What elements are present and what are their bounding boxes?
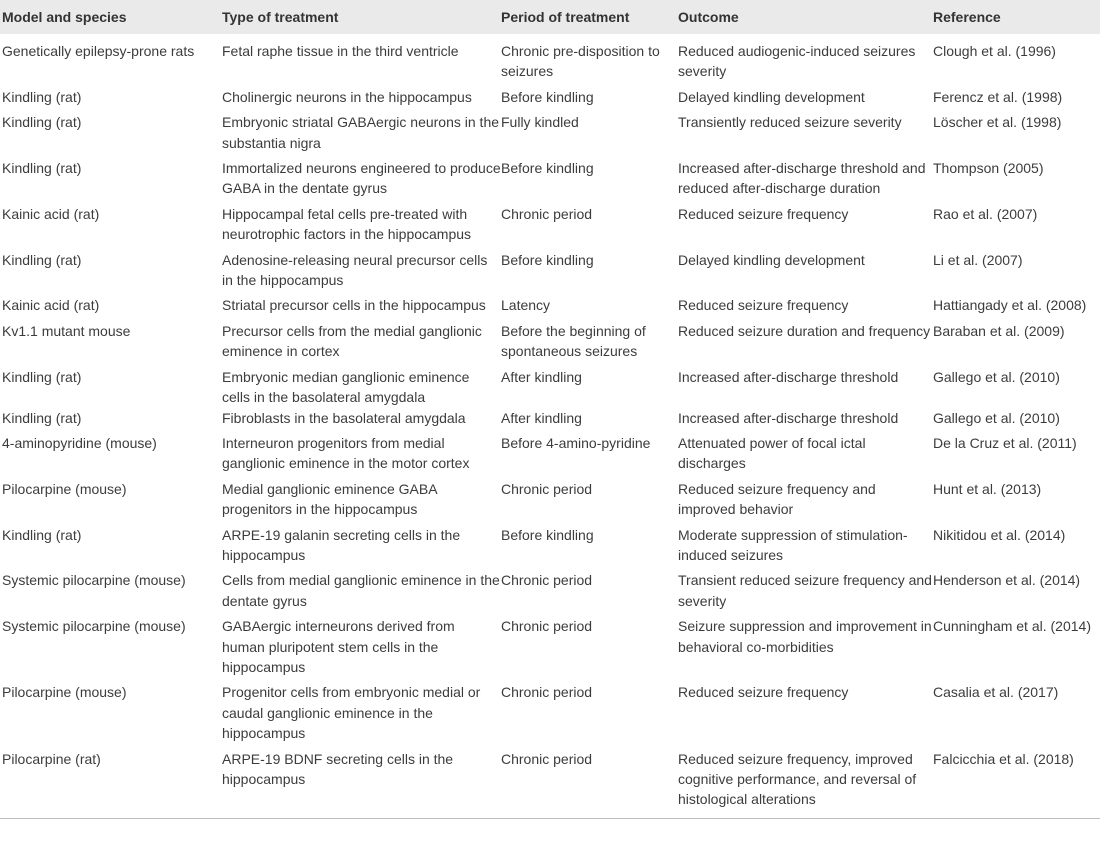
treatment-type-cell: Striatal precursor cells in the hippocampus [222, 297, 486, 314]
treatment-type-cell: Embryonic striatal GABAergic neurons in the substantia nigra [222, 114, 500, 151]
model-species-cell: 4-aminopyridine (mouse) [2, 434, 157, 451]
table-row [0, 611, 1100, 677]
table-row [0, 199, 1100, 245]
treatment-period-cell: After kindling [501, 368, 582, 385]
outcome-cell: Reduced audiogenic-induced seizures severity [678, 43, 916, 80]
outcome-cell: Reduced seizure frequency and improved behavior [678, 480, 876, 518]
model-species-cell: Pilocarpine (rat) [0, 744, 220, 819]
table-body [0, 34, 1100, 818]
outcome-cell: Transiently reduced seizure severity [678, 114, 902, 131]
model-species-cell: Kindling (rat) [2, 88, 82, 105]
model-species-cell: Genetically epilepsy-prone rats [2, 43, 195, 59]
treatment-type-cell: ARPE-19 galanin secreting cells in the hippocampus [222, 526, 461, 563]
model-species-cell: Kindling (rat) [2, 526, 82, 543]
treatment-period-cell: Before kindling [501, 526, 594, 543]
table-row [0, 245, 1100, 291]
table-row [0, 520, 1100, 566]
table-row [0, 428, 1100, 474]
treatment-period-cell: Chronic period [501, 480, 593, 497]
treatment-period-cell: Chronic period [501, 205, 593, 222]
outcome-cell: Reduced seizure frequency, improved cognitive performance, and reversal of histological alterations [678, 744, 933, 819]
treatment-period-cell: Before 4-amino-pyridine [501, 434, 651, 451]
outcome-cell: Seizure suppression and improvement in behavioral co-morbidities [678, 618, 932, 655]
outcome-cell: Reduced seizure frequency [678, 297, 849, 314]
treatment-type-cell: Progenitor cells from embryonic medial or caudal ganglionic eminence in the hippocampus [222, 684, 481, 742]
treatment-type-cell: Hippocampal fetal cells pre-treated with neurotrophic factors in the hippocampus [222, 205, 472, 243]
model-species-cell: Kindling (rat) [2, 368, 82, 385]
treatment-period-cell: Before kindling [501, 251, 594, 268]
treatment-period-cell: Chronic period [501, 684, 593, 701]
outcome-cell: Transient reduced seizure frequency and severity [678, 572, 932, 609]
table-header-row [0, 0, 1100, 34]
model-species-cell: Kindling (rat) [2, 251, 82, 268]
reference-cell: Gallego et al. (2010) [933, 368, 1060, 385]
reference-cell: Hattiangady et al. (2008) [933, 297, 1087, 314]
treatment-type-cell: Cholinergic neurons in the hippocampus [222, 88, 472, 105]
model-species-cell: Kainic acid (rat) [2, 205, 100, 222]
table-row [0, 408, 1100, 428]
model-species-cell: Pilocarpine (mouse) [2, 480, 127, 497]
treatment-type-cell: Embryonic median ganglionic eminence cells in the basolateral amygdala [222, 368, 470, 406]
model-species-cell: Kv1.1 mutant mouse [2, 322, 131, 339]
reference-cell: Henderson et al. (2014) [933, 572, 1081, 589]
treatment-type-cell: Precursor cells from the medial ganglionic eminence in cortex [222, 322, 482, 360]
treatment-type-cell: Cells from medial ganglionic eminence in the dentate gyrus [222, 572, 500, 609]
treatment-type-cell: Fibroblasts in the basolateral amygdala [222, 409, 466, 426]
treatment-type-cell: Fetal raphe tissue in the third ventricle [222, 43, 459, 59]
outcome-cell: Reduced seizure frequency [678, 205, 849, 222]
reference-cell: De la Cruz et al. (2011) [933, 434, 1077, 451]
treatment-period-cell: Chronic pre-disposition to seizures [501, 43, 660, 80]
reference-cell: Gallego et al. (2010) [933, 409, 1060, 426]
header-outcome: Outcome [678, 0, 933, 34]
table-row [0, 744, 1100, 819]
reference-cell: Baraban et al. (2009) [933, 322, 1065, 339]
treatment-period-cell: Before kindling [501, 160, 594, 177]
treatment-period-cell: Chronic period [501, 744, 678, 819]
reference-cell: Hunt et al. (2013) [933, 480, 1042, 497]
outcome-cell: Reduced seizure duration and frequency [678, 322, 931, 339]
treatment-type-cell: Interneuron progenitors from medial ganglionic eminence in the motor cortex [222, 434, 470, 472]
treatment-period-cell: Chronic period [501, 618, 593, 635]
table-row [0, 153, 1100, 199]
outcome-cell: Increased after-discharge threshold [678, 409, 899, 426]
outcome-cell: Delayed kindling development [678, 88, 865, 105]
table-row [0, 565, 1100, 611]
model-species-cell: Kainic acid (rat) [2, 297, 100, 314]
table-row [0, 82, 1100, 107]
model-species-cell: Pilocarpine (mouse) [2, 684, 127, 701]
outcome-cell: Moderate suppression of stimulation-induced seizures [678, 526, 908, 563]
reference-cell: Löscher et al. (1998) [933, 114, 1062, 131]
reference-cell: Clough et al. (1996) [933, 43, 1056, 59]
model-species-cell: Systemic pilocarpine (mouse) [2, 572, 186, 589]
reference-cell: Cunningham et al. (2014) [933, 618, 1091, 635]
treatment-period-cell: Before the beginning of spontaneous seizures [501, 322, 646, 360]
treatment-period-cell: Chronic period [501, 572, 593, 589]
treatment-type-cell: Adenosine-releasing neural precursor cells in the hippocampus [222, 251, 488, 289]
reference-cell: Casalia et al. (2017) [933, 684, 1059, 701]
reference-cell: Rao et al. (2007) [933, 205, 1038, 222]
reference-cell: Falcicchia et al. (2018) [933, 744, 1100, 819]
table-row [0, 362, 1100, 408]
header-type-of-treatment: Type of treatment [220, 0, 501, 34]
reference-cell: Ferencz et al. (1998) [933, 88, 1063, 105]
treatment-type-cell: ARPE-19 BDNF secreting cells in the hippocampus [220, 744, 501, 819]
header-reference: Reference [933, 0, 1100, 34]
outcome-cell: Attenuated power of focal ictal discharges [678, 434, 866, 472]
header-period-of-treatment: Period of treatment [501, 0, 678, 34]
model-species-cell: Kindling (rat) [2, 114, 82, 131]
treatment-type-cell: Medial ganglionic eminence GABA progenitors in the hippocampus [222, 480, 437, 518]
reference-cell: Nikitidou et al. (2014) [933, 526, 1066, 543]
model-species-cell: Kindling (rat) [2, 160, 82, 177]
treatment-period-cell: Before kindling [501, 88, 594, 105]
treatment-type-cell: GABAergic interneurons derived from human pluripotent stem cells in the hippocampus [222, 618, 455, 675]
outcome-cell: Reduced seizure frequency [678, 684, 849, 701]
table-row [0, 316, 1100, 362]
table-row [0, 290, 1100, 315]
model-species-cell: Kindling (rat) [2, 409, 82, 426]
treatment-period-cell: Fully kindled [501, 114, 579, 131]
reference-cell: Li et al. (2007) [933, 251, 1023, 268]
header-model-species: Model and species [0, 0, 220, 34]
reference-cell: Thompson (2005) [933, 160, 1044, 177]
table-row [0, 107, 1100, 153]
table-row [0, 474, 1100, 520]
treatment-type-cell: Immortalized neurons engineered to produce GABA in the dentate gyrus [222, 160, 501, 197]
table-row [0, 677, 1100, 743]
treatment-period-cell: Latency [501, 297, 551, 314]
outcome-cell: Delayed kindling development [678, 251, 865, 268]
outcome-cell: Increased after-discharge threshold and reduced after-discharge duration [678, 160, 926, 197]
table-row [0, 34, 1100, 82]
treatment-period-cell: After kindling [501, 409, 582, 426]
outcome-cell: Increased after-discharge threshold [678, 368, 899, 385]
model-species-cell: Systemic pilocarpine (mouse) [2, 618, 186, 635]
